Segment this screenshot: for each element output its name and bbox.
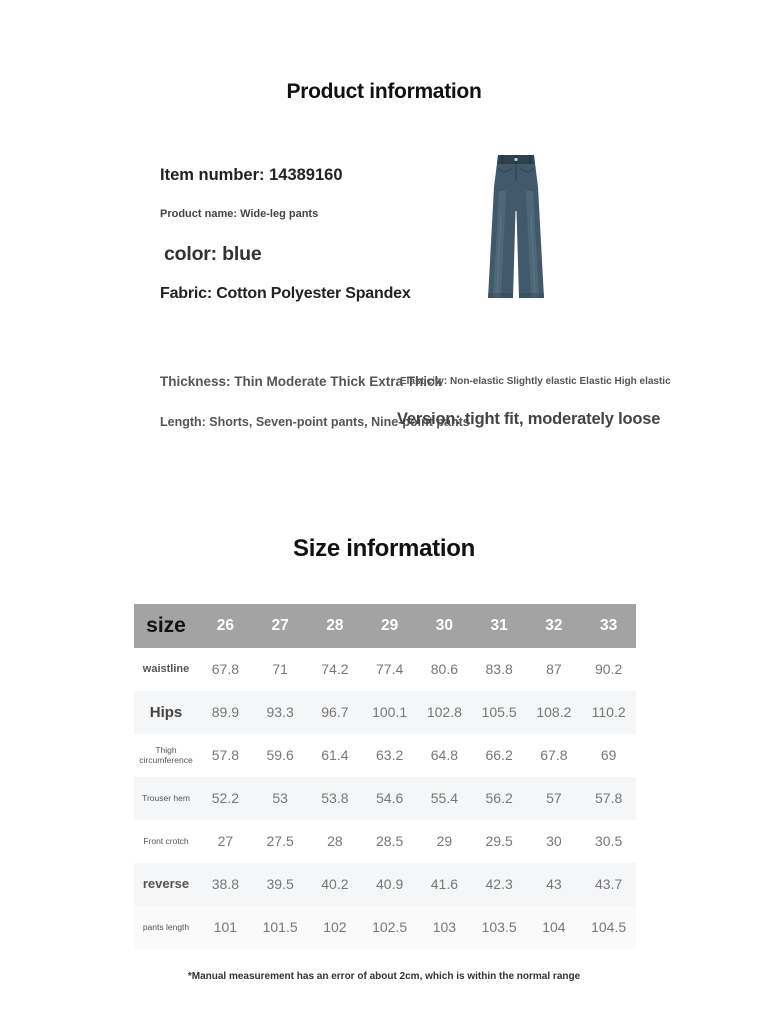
table-row-reverse xyxy=(134,863,636,906)
size-value-cell: 101 xyxy=(213,919,238,936)
size-col-header-33: 33 xyxy=(600,617,618,635)
size-value-cell: 42.3 xyxy=(485,876,513,893)
size-value-cell: 38.8 xyxy=(211,876,239,893)
row-label: Front crotch xyxy=(143,835,189,846)
size-value-cell: 61.4 xyxy=(321,747,349,764)
size-value-cell: 104 xyxy=(542,919,566,936)
size-value-cell: 100.1 xyxy=(372,704,408,721)
size-value-cell: 67.8 xyxy=(211,661,239,678)
size-value-cell: 66.2 xyxy=(485,747,513,764)
table-row-waistline xyxy=(134,648,636,691)
size-value-cell: 77.4 xyxy=(376,661,404,678)
size-value-cell: 43.7 xyxy=(595,876,623,893)
item-number-text: Item number: 14389160 xyxy=(160,166,343,184)
size-value-cell: 41.6 xyxy=(430,876,458,893)
size-value-cell: 80.6 xyxy=(430,661,458,678)
size-table xyxy=(134,604,636,949)
row-label: Thigh circumference xyxy=(139,744,193,765)
size-value-cell: 103 xyxy=(432,919,457,936)
jeans-icon xyxy=(487,153,545,300)
size-value-cell: 27 xyxy=(217,833,234,850)
size-value-cell: 40.2 xyxy=(321,876,349,893)
size-col-header-28: 28 xyxy=(326,617,344,635)
size-value-cell: 54.6 xyxy=(376,790,404,807)
size-value-cell: 93.3 xyxy=(266,704,294,721)
size-value-cell: 64.8 xyxy=(430,747,458,764)
product-name-text: Product name: Wide-leg pants xyxy=(160,208,319,220)
size-section-title: Size information xyxy=(293,535,475,562)
size-value-cell: 52.2 xyxy=(211,790,239,807)
size-value-cell: 27.5 xyxy=(266,833,294,850)
table-row-front-crotch xyxy=(134,820,636,863)
size-value-cell: 55.4 xyxy=(430,790,458,807)
size-table-header xyxy=(134,604,636,648)
size-col-header-29: 29 xyxy=(381,617,399,635)
size-col-header-27: 27 xyxy=(271,617,289,635)
size-value-cell: 29 xyxy=(436,833,453,850)
size-value-cell: 71 xyxy=(272,661,288,678)
size-value-cell: 102.8 xyxy=(426,704,462,721)
size-value-cell: 67.8 xyxy=(540,747,568,764)
size-value-cell: 96.7 xyxy=(321,704,349,721)
size-value-cell: 39.5 xyxy=(266,876,294,893)
size-col-header-31: 31 xyxy=(490,617,508,635)
row-label: waistline xyxy=(142,663,190,676)
size-value-cell: 28.5 xyxy=(376,833,404,850)
size-value-cell: 110.2 xyxy=(591,704,626,721)
size-value-cell: 83.8 xyxy=(485,661,513,678)
size-value-cell: 74.2 xyxy=(321,661,349,678)
size-value-cell: 28 xyxy=(327,833,343,850)
row-label: Hips xyxy=(149,703,183,721)
size-value-cell: 103.5 xyxy=(481,919,517,936)
size-value-cell: 53.8 xyxy=(321,790,349,807)
size-value-cell: 101.5 xyxy=(262,919,298,936)
product-image-jeans xyxy=(487,153,545,300)
table-row-thigh-circumference xyxy=(134,734,636,777)
row-label: reverse xyxy=(142,876,190,892)
size-value-cell: 57.8 xyxy=(595,790,623,807)
color-text: color: blue xyxy=(164,243,262,265)
size-value-cell: 53 xyxy=(272,790,288,807)
size-col-header-26: 26 xyxy=(216,617,234,635)
size-value-cell: 43 xyxy=(546,876,562,893)
size-value-cell: 56.2 xyxy=(485,790,513,807)
size-value-cell: 90.2 xyxy=(595,661,623,678)
thickness-text: Thickness: Thin Moderate Thick Extra Thick xyxy=(160,374,443,389)
size-value-cell: 102 xyxy=(323,919,347,936)
size-value-cell: 59.6 xyxy=(266,747,294,764)
size-value-cell: 30.5 xyxy=(595,833,623,850)
size-header-label: size xyxy=(146,613,186,637)
table-row-hips xyxy=(134,691,636,734)
size-value-cell: 69 xyxy=(600,747,617,764)
table-row-trouser-hem xyxy=(134,777,636,820)
size-col-header-32: 32 xyxy=(545,617,563,635)
size-value-cell: 57 xyxy=(546,790,562,807)
size-value-cell: 87 xyxy=(546,661,562,678)
size-value-cell: 89.9 xyxy=(211,704,239,721)
length-text: Length: Shorts, Seven-point pants, Nine-point pants xyxy=(160,415,470,429)
page-title: Product information xyxy=(286,80,482,103)
elasticity-text: Elasticity: Non-elastic Slightly elastic Elastic High elastic xyxy=(400,376,671,387)
size-col-header-30: 30 xyxy=(435,617,453,635)
row-label: pants length xyxy=(142,921,190,932)
size-value-cell: 102.5 xyxy=(372,919,408,936)
size-value-cell: 105.5 xyxy=(481,704,517,721)
size-value-cell: 63.2 xyxy=(376,747,404,764)
size-value-cell: 29.5 xyxy=(485,833,513,850)
row-label: Trouser hem xyxy=(142,792,190,803)
size-value-cell: 30 xyxy=(546,833,562,850)
size-value-cell: 104.5 xyxy=(591,919,627,936)
table-row-pants-length xyxy=(134,906,636,949)
size-value-cell: 40.9 xyxy=(376,876,404,893)
size-value-cell: 57.8 xyxy=(211,747,239,764)
size-value-cell: 108.2 xyxy=(536,704,572,721)
fabric-text: Fabric: Cotton Polyester Spandex xyxy=(160,285,411,302)
footnote: *Manual measurement has an error of about 2cm, which is within the normal range xyxy=(187,971,581,982)
version-text: Version: tight fit, moderately loose xyxy=(397,410,661,428)
